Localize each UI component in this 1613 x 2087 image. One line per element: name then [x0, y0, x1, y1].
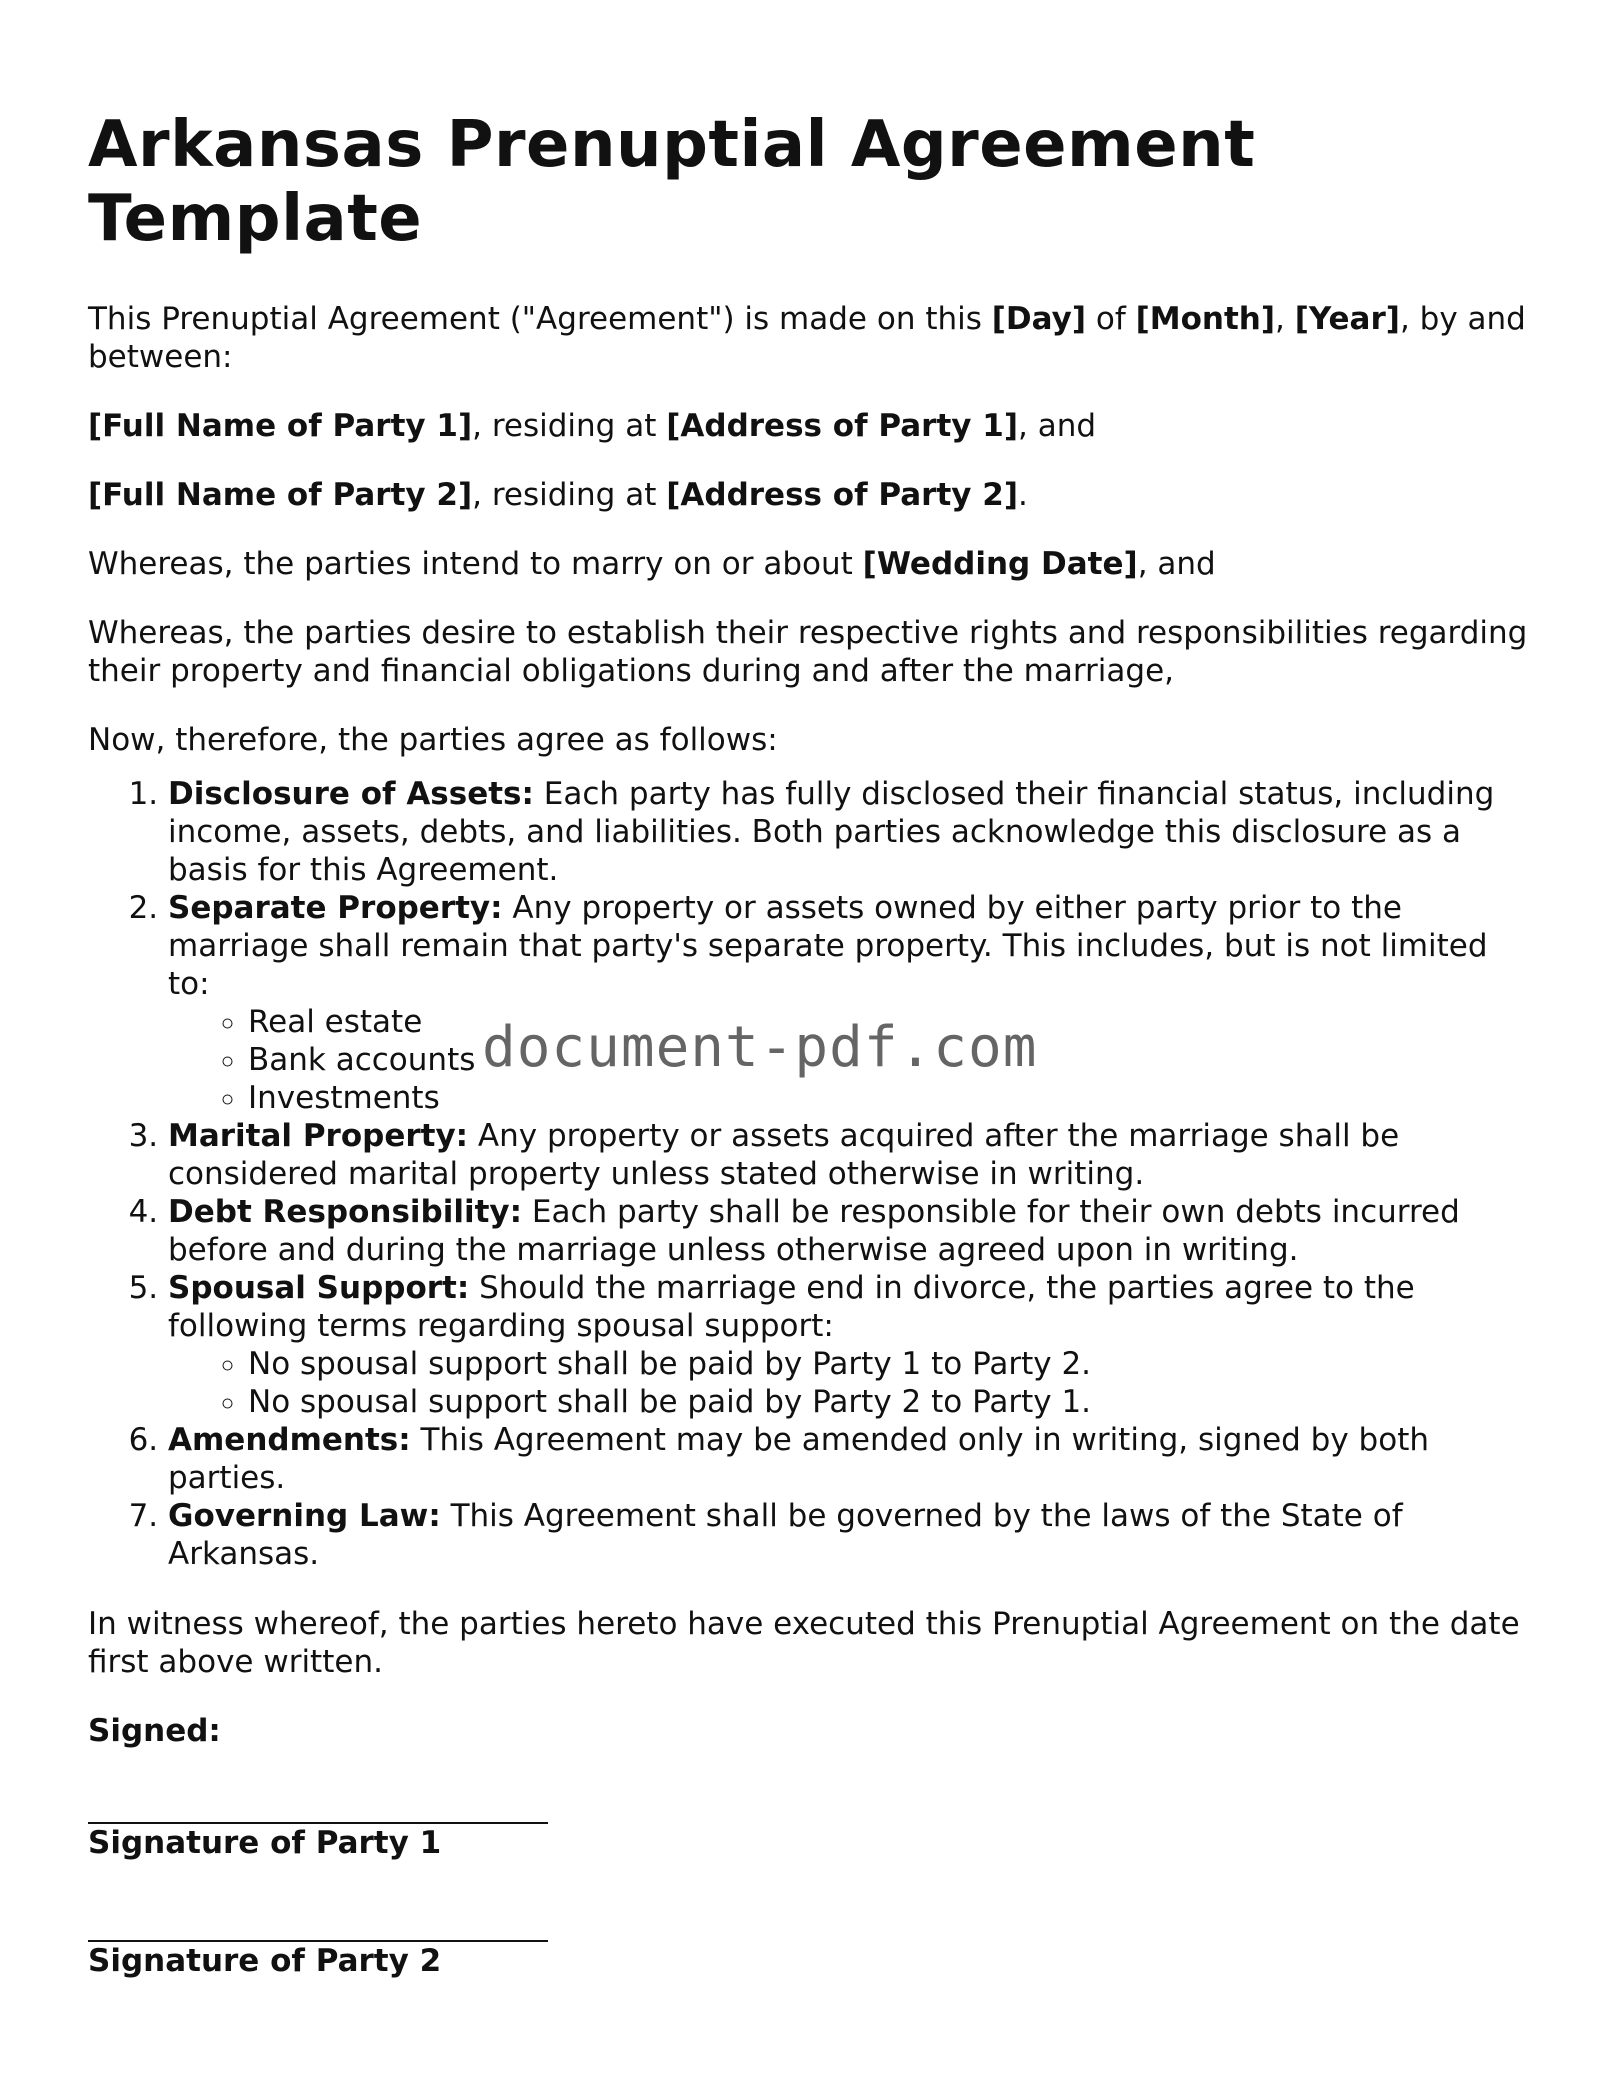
party1-mid: , residing at: [472, 408, 667, 444]
term-item: [168, 1269, 1528, 1421]
term-heading: Debt Responsibility:: [168, 1194, 523, 1230]
intro-text-1: This Prenuptial Agreement ("Agreement") is made on this: [88, 301, 992, 337]
party2-address: [Address of Party 2]: [666, 477, 1018, 513]
signature-line-party1[interactable]: [88, 1784, 548, 1824]
intro-text-4: , by and between:: [88, 301, 1526, 375]
whereas-marry-paragraph: [88, 545, 1528, 583]
term-item: [168, 889, 1528, 1117]
signature-label-party1: Signature of Party 1: [88, 1825, 442, 1861]
wedding-date-placeholder: [Wedding Date]: [862, 546, 1138, 582]
now-therefore-paragraph: Now, therefore, the parties agree as follows:: [88, 722, 778, 758]
signature-label-party2: Signature of Party 2: [88, 1943, 442, 1979]
signature-line-party2[interactable]: [88, 1902, 548, 1942]
month-placeholder: [Month]: [1135, 301, 1276, 337]
term-item: [168, 1497, 1528, 1573]
term-text: Each party shall be responsible for their own debts incurred before and during the marriage unless otherwise agreed upon in writing.: [168, 1194, 1460, 1268]
party1-address: [Address of Party 1]: [666, 408, 1018, 444]
whereas1-text-2: , and: [1137, 546, 1216, 582]
term-text: Any property or assets acquired after the marriage shall be considered marital property unless stated otherwise in writing.: [168, 1118, 1400, 1192]
signature-block-party2: [88, 1902, 1528, 1980]
party2-name: [Full Name of Party 2]: [88, 477, 473, 513]
document-title: Arkansas Prenuptial Agreement Template: [88, 108, 1256, 256]
party2-paragraph: [88, 476, 1528, 514]
witness-paragraph: In witness whereof, the parties hereto have executed this Prenuptial Agreement on the date first above written.: [88, 1606, 1520, 1680]
spousal-support-sublist: [168, 1345, 1528, 1421]
day-placeholder: [Day]: [991, 301, 1086, 337]
term-item: [168, 1117, 1528, 1193]
sub-list-item: ◦ Bank accounts: [248, 1041, 1528, 1079]
term-heading: Disclosure of Assets:: [168, 776, 534, 812]
term-text: Each party has fully disclosed their financial status, including income, assets, debts, and liabilities. Both parties acknowledge this disclosure as a basis for this Agreement.: [168, 776, 1495, 888]
sub-list-item: ◦ No spousal support shall be paid by Party 2 to Party 1.: [248, 1383, 1528, 1421]
term-heading: Governing Law:: [168, 1498, 441, 1534]
party2-end: .: [1018, 477, 1028, 513]
term-text: Should the marriage end in divorce, the parties agree to the following terms regarding spousal support:: [168, 1270, 1415, 1344]
term-heading: Separate Property:: [168, 890, 503, 926]
party1-end: , and: [1018, 408, 1097, 444]
intro-paragraph: [88, 300, 1528, 376]
term-item: [168, 1193, 1528, 1269]
whereas-rights-paragraph: Whereas, the parties desire to establish their respective rights and responsibilities regarding their property and financial obligations during and after the marriage,: [88, 615, 1528, 689]
term-item: [168, 1421, 1528, 1497]
term-heading: Spousal Support:: [168, 1270, 470, 1306]
signature-block-party1: [88, 1784, 1528, 1862]
term-text: Any property or assets owned by either party prior to the marriage shall remain that party's separate property. This includes, but is not limited to:: [168, 890, 1488, 1002]
term-heading: Amendments:: [168, 1422, 411, 1458]
whereas1-text-1: Whereas, the parties intend to marry on or about: [88, 546, 863, 582]
signed-label: Signed:: [88, 1713, 221, 1749]
terms-list: [88, 775, 1528, 1573]
term-text: This Agreement shall be governed by the laws of the State of Arkansas.: [168, 1498, 1403, 1572]
sub-list-item: ◦ Investments: [248, 1079, 1528, 1117]
watermark: document-pdf.com: [482, 1015, 1038, 1080]
term-item: [168, 775, 1528, 889]
sub-list-item: ◦ No spousal support shall be paid by Party 1 to Party 2.: [248, 1345, 1528, 1383]
party1-name: [Full Name of Party 1]: [88, 408, 473, 444]
term-heading: Marital Property:: [168, 1118, 469, 1154]
intro-text-2: of: [1086, 301, 1136, 337]
year-placeholder: [Year]: [1294, 301, 1400, 337]
party2-mid: , residing at: [472, 477, 667, 513]
intro-text-3: ,: [1275, 301, 1295, 337]
party1-paragraph: [88, 407, 1528, 445]
sub-list-item: ◦ Real estate: [248, 1003, 1528, 1041]
term-text: This Agreement may be amended only in writing, signed by both parties.: [168, 1422, 1429, 1496]
